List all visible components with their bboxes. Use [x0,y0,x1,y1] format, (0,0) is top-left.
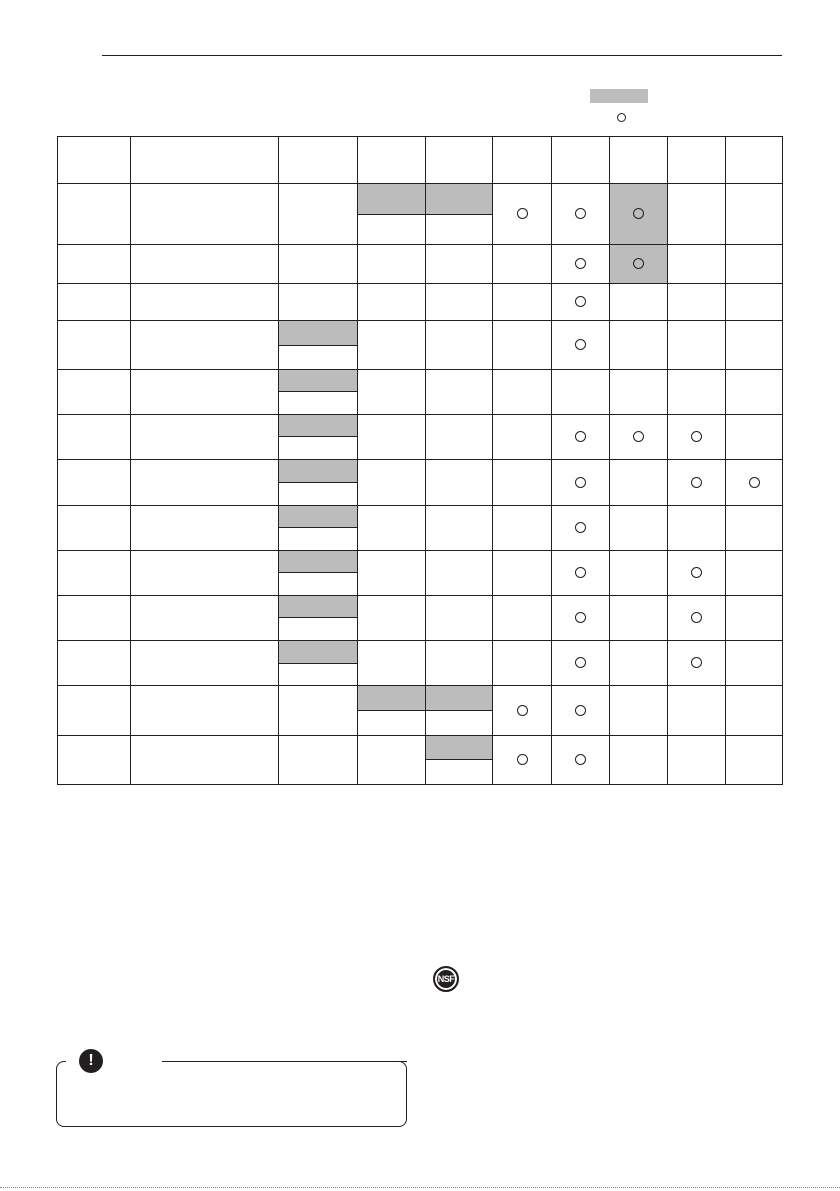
circle-icon [575,612,586,623]
table-row [58,641,783,664]
row-description [131,596,279,641]
row-label [58,736,131,785]
row-label [58,184,131,245]
circle-icon [575,339,586,350]
table-cell [668,415,726,460]
circle-icon [691,477,702,488]
shaded-cell [426,736,493,760]
row-label [58,370,131,415]
row-label [58,284,131,321]
table-cell [552,641,610,686]
circle-icon [517,208,528,219]
table-cell [552,321,610,370]
header-cell [358,137,426,184]
circle-icon [575,522,586,533]
table-row [58,370,783,392]
row-label [58,460,131,506]
table-cell [358,215,426,245]
shaded-cell [610,184,668,245]
circle-icon [749,477,760,488]
circle-icon [691,612,702,623]
circle-icon [575,296,586,307]
shaded-cell [279,321,358,346]
nsf-certification-icon: NSF [433,966,459,992]
circle-icon [575,705,586,716]
table-cell [726,460,783,506]
table-cell [552,245,610,284]
circle-icon [633,258,644,269]
circle-icon [575,208,586,219]
header-cell [426,137,493,184]
table-cell [552,551,610,596]
table-cell [668,551,726,596]
shaded-cell [358,686,426,711]
shaded-cell [279,641,358,664]
row-description [131,321,279,370]
table-row [58,686,783,711]
table-cell [426,215,493,245]
header-cell [668,137,726,184]
shaded-cell [279,551,358,573]
row-description [131,415,279,460]
shaded-cell [279,460,358,483]
table-row [58,736,783,760]
row-description [131,736,279,785]
shaded-cell [426,184,493,215]
note-title-rule [162,1061,407,1062]
row-label [58,686,131,736]
table-row [58,321,783,346]
table-cell [279,184,358,245]
circle-icon [691,567,702,578]
legend-gray-swatch [590,89,648,103]
row-description [131,184,279,245]
circle-icon [575,567,586,578]
note-box [56,1061,407,1127]
table-cell [552,184,610,245]
page-bottom-dotted-line [0,1187,840,1188]
table-row [58,506,783,528]
table-row [58,551,783,573]
circle-icon [517,754,528,765]
row-description [131,686,279,736]
table-cell [668,641,726,686]
header-cell [610,137,668,184]
page-header-rule [102,55,782,56]
header-cell [726,137,783,184]
shaded-cell [426,686,493,711]
row-label [58,641,131,686]
row-description [131,284,279,321]
row-label [58,551,131,596]
table-row [58,596,783,618]
spec-table [57,136,783,785]
table-cell [552,415,610,460]
table-header-row [58,137,783,184]
circle-icon [633,431,644,442]
row-label [58,596,131,641]
table-cell [668,184,726,245]
row-label [58,506,131,551]
legend-circle-icon [617,113,626,122]
table-row [58,460,783,483]
circle-icon [575,657,586,668]
row-label [58,415,131,460]
row-label [58,245,131,284]
circle-icon [575,258,586,269]
circle-icon [575,431,586,442]
circle-icon [575,477,586,488]
shaded-cell [610,245,668,284]
shaded-cell [279,415,358,437]
circle-icon [517,705,528,716]
table-cell [726,184,783,245]
table-cell [668,596,726,641]
circle-icon [575,754,586,765]
table-row [58,284,783,321]
shaded-cell [279,370,358,392]
row-description [131,506,279,551]
table-cell [552,736,610,785]
table-cell [668,460,726,506]
shaded-cell [279,596,358,618]
row-label [58,321,131,370]
row-description [131,245,279,284]
header-cell [279,137,358,184]
row-description [131,460,279,506]
exclamation-icon: ! [79,1049,103,1073]
row-description [131,370,279,415]
table-row [58,245,783,284]
table-cell [493,686,552,736]
table-row [58,184,783,215]
header-cell [493,137,552,184]
table-cell [493,184,552,245]
table-row [58,415,783,437]
table-cell [552,460,610,506]
header-cell [58,137,131,184]
circle-icon [691,431,702,442]
header-cell [131,137,279,184]
shaded-cell [358,184,426,215]
circle-icon [691,657,702,668]
table-cell [493,736,552,785]
header-cell [552,137,610,184]
table-cell [610,415,668,460]
row-description [131,641,279,686]
row-description [131,551,279,596]
circle-icon [633,208,644,219]
table-cell [552,596,610,641]
table-cell [552,686,610,736]
table-cell [552,284,610,321]
table-cell [552,506,610,551]
shaded-cell [279,506,358,528]
